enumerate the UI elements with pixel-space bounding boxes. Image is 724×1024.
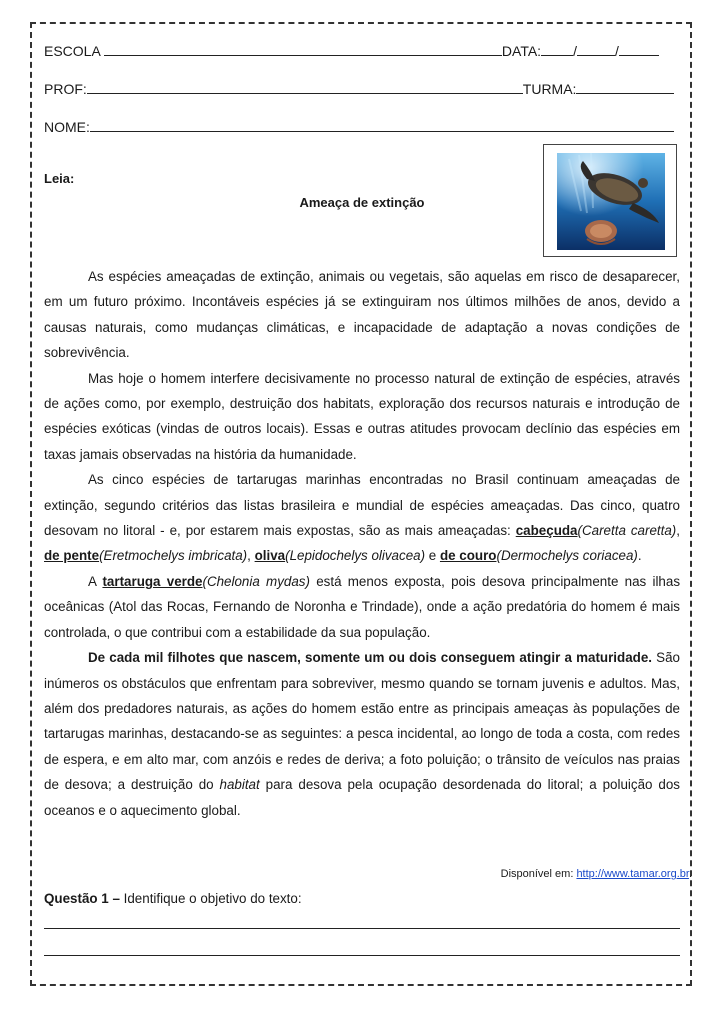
source-link[interactable]: http://www.tamar.org.br [576,868,689,880]
question-1 [44,891,302,906]
data-label: DATA: [501,43,542,59]
turma-label: TURMA: [522,81,577,97]
source-citation [501,868,692,880]
nome-field[interactable] [90,119,674,132]
species-oliva-sci: (Lepidochelys olivacea) [285,548,426,564]
paragraph-1: As espécies ameaçadas de extinção, animais ou vegetais, são aquelas em risco de desaparecer, em um futuro próximo. Incontáveis espécies já se extinguiram nos últimos milhões de anos, devido a causas naturais, como mudanças climáticas, e incapacidade de adaptação a novas condições de sobrevivência. [44,269,680,361]
school-line [44,43,659,59]
prof-field[interactable] [87,81,523,94]
species-de-couro: de couro [439,548,497,564]
p5-rest2: para desova pela ocupação desordenada do litoral; a poluição dos oceanos e o aquecimento global. [44,777,680,818]
source-label: Disponível em: [500,868,577,880]
paragraph-5 [44,645,680,823]
source-end: . [688,868,692,880]
date-separator: / [573,43,577,59]
turma-field[interactable] [576,81,674,94]
species-cabecuda-sci: (Caretta caretta) [577,523,677,539]
period: . [637,548,642,564]
separator: , [247,548,255,564]
day-field[interactable] [541,43,573,56]
species-tartaruga-verde: tartaruga verde [102,573,203,589]
answer-line[interactable] [44,928,680,929]
species-de-couro-sci: (Dermochelys coriacea) [496,548,638,564]
nome-label: NOME: [44,119,90,135]
question-1-label: Questão 1 – [44,891,120,906]
separator: , [676,523,680,539]
paragraph-3 [44,467,680,569]
separator: e [425,548,440,564]
species-cabecuda: cabeçuda [515,523,578,539]
escola-field[interactable] [104,43,502,56]
year-field[interactable] [619,43,659,56]
question-1-text: Identifique o objetivo do texto: [119,891,302,906]
species-tartaruga-verde-sci: (Chelonia mydas) [202,573,310,589]
answer-line[interactable] [44,955,680,956]
species-de-pente: de pente [44,548,100,564]
paragraph-4 [44,569,680,645]
photo-frame [543,144,677,257]
prof-label: PROF: [44,81,87,97]
text-title: Ameaça de extinção [299,195,425,210]
p3-intro: As cinco espécies de tartarugas marinhas encontradas no Brasil continuam ameaçadas de extinção, segundo critérios das listas brasileira e mundial de espécies ameaçadas. Das cinco, quatro desovam no litoral - e, por estarem mais expostas, são as mais ameaçadas: [44,472,680,539]
nome-line [44,119,674,135]
month-field[interactable] [577,43,615,56]
p4-start: A [88,573,103,589]
p5-bold: De cada mil filhotes que nascem, somente um ou dois conseguem atingir a maturidade. [88,650,652,666]
species-oliva: oliva [254,548,286,564]
p5-italic: habitat [219,777,260,793]
p4-rest: está menos exposta, pois desova principalmente nas ilhas oceânicas (Atol das Rocas, Fernando de Noronha e Trindade), onde a ação predatória do homem é mais controlada, o que contribui com a estabilidade da sua população. [44,573,681,640]
p5-rest1: São inúmeros os obstáculos que enfrentam para sobreviver, mesmo quando se tornam juvenis e adultos. Mas, além dos predadores naturais, as ações do homem estão entre as principais ameaças às populações de tartarugas marinhas, destacando-se as seguintes: a pesca incidental, ao longo de toda a costa, com redes de espera, e em alto mar, com anzóis e redes de deriva; a foto poluição; o trânsito de veículos nas praias de desova; a destruição do [44,650,680,793]
date-separator: / [614,43,619,59]
prof-line [44,81,674,97]
leia-label: Leia: [44,171,75,186]
paragraph-2: Mas hoje o homem interfere decisivamente no processo natural de extinção de espécies, através de ações como, por exemplo, destruição dos habitats, exploração dos recursos naturais e introdução de espécies exóticas (vindas de outros locais). Essas e outras atitudes provocam declínio das espécies em taxas jamais observadas na história da humanidade. [44,370,680,462]
species-de-pente-sci: (Eretmochelys imbricata) [99,548,248,564]
escola-label: ESCOLA [44,43,101,59]
article-body [44,264,680,823]
sea-turtle-photo-icon [557,153,665,250]
